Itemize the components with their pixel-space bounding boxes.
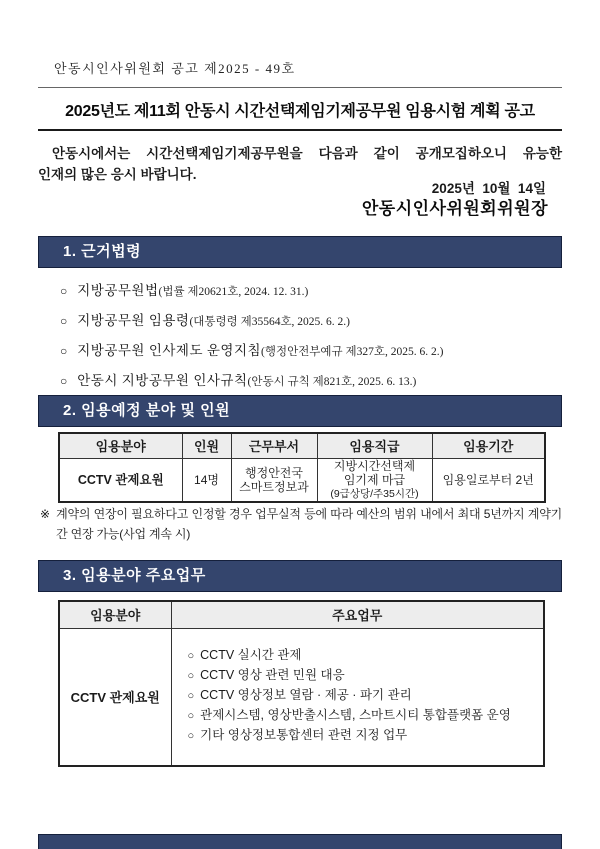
duty-text: 기타 영상정보통합센터 관련 지정 업무 bbox=[200, 727, 408, 742]
circle-bullet-icon: ○ bbox=[187, 729, 195, 742]
law-detail: (법률 제20621호, 2024. 12. 31.) bbox=[158, 286, 309, 298]
cell-duties bbox=[171, 628, 544, 766]
circle-bullet-icon: ○ bbox=[60, 284, 68, 298]
legal-basis-list bbox=[60, 276, 560, 396]
grade-line: 임기제 마급 bbox=[343, 472, 406, 487]
duty-text: CCTV 실시간 관제 bbox=[200, 647, 302, 662]
circle-bullet-icon: ○ bbox=[187, 669, 195, 682]
next-section-bar-cutoff bbox=[38, 834, 562, 849]
page-title: 2025년도 제11회 안동시 시간선택제임기제공무원 임용시험 계획 공고 bbox=[65, 103, 535, 120]
section-header-legal-basis: 1. 근거법령 bbox=[38, 236, 562, 268]
col-header-field: 임용분야 bbox=[59, 601, 171, 628]
circle-bullet-icon: ○ bbox=[60, 374, 68, 388]
cell-count: 14명 bbox=[182, 458, 231, 502]
col-header-dept: 근무부서 bbox=[231, 433, 317, 458]
duty-text: CCTV 영상정보 열람 · 제공 · 파기 관리 bbox=[200, 687, 412, 702]
dept-line: 행정안전국 bbox=[245, 465, 303, 480]
circle-bullet-icon: ○ bbox=[60, 344, 68, 358]
list-item bbox=[60, 366, 560, 396]
table-header-row bbox=[59, 433, 545, 458]
intro-line-2: 인재의 많은 응시 바랍니다. bbox=[38, 167, 197, 182]
law-detail: (행정안전부예규 제327호, 2025. 6. 2.) bbox=[261, 346, 444, 358]
list-item bbox=[60, 306, 560, 336]
list-item bbox=[188, 726, 536, 746]
list-item bbox=[188, 706, 536, 726]
circle-bullet-icon: ○ bbox=[60, 314, 68, 328]
note-text: 계약의 연장이 필요하다고 인정할 경우 업무실적 등에 따라 예산의 범위 내에서 최대 5년까지 계약기간 연장 가능(사업 계속 시) bbox=[56, 507, 562, 541]
cell-period: 임용일로부터 2년 bbox=[432, 458, 545, 502]
announcement-date: 2025년 10월 14일 bbox=[431, 181, 546, 196]
table-row bbox=[59, 628, 544, 766]
cell-grade bbox=[317, 458, 432, 502]
recruit-table bbox=[58, 432, 546, 503]
circle-bullet-icon: ○ bbox=[187, 649, 195, 662]
circle-bullet-icon: ○ bbox=[187, 689, 195, 702]
list-item bbox=[188, 646, 536, 666]
dept-line: 스마트정보과 bbox=[239, 479, 309, 494]
col-header-field: 임용분야 bbox=[59, 433, 182, 458]
section-header-recruit-plan: 2. 임용예정 분야 및 인원 bbox=[38, 395, 562, 427]
list-item bbox=[188, 686, 536, 706]
cell-dept bbox=[231, 458, 317, 502]
list-item bbox=[188, 666, 536, 686]
duty-list bbox=[188, 646, 536, 746]
law-detail: (안동시 규칙 제821호, 2025. 6. 13.) bbox=[247, 376, 417, 388]
signer-title: 안동시인사위원회위원장 bbox=[361, 199, 548, 218]
intro-line-1: 안동시에서는 시간선택제임기제공무원을 다음과 같이 공개모집하오니 유능한 bbox=[52, 146, 562, 161]
col-header-duties: 주요업무 bbox=[171, 601, 544, 628]
law-name: 지방공무원 인사제도 운영지침 bbox=[77, 343, 262, 358]
reference-mark-icon: ※ bbox=[40, 507, 51, 521]
col-header-count: 인원 bbox=[182, 433, 231, 458]
cell-field: CCTV 관제요원 bbox=[59, 628, 171, 766]
law-detail: (대통령령 제35564호, 2025. 6. 2.) bbox=[189, 316, 351, 328]
grade-line: 지방시간선택제 bbox=[333, 458, 416, 473]
section-header-main-duties: 3. 임용분야 주요업무 bbox=[38, 560, 562, 592]
col-header-period: 임용기간 bbox=[432, 433, 545, 458]
law-name: 지방공무원 임용령 bbox=[77, 313, 190, 328]
grade-line-small: (9급상당/주35시간) bbox=[330, 487, 419, 500]
list-item bbox=[60, 276, 560, 306]
law-name: 지방공무원법 bbox=[77, 283, 159, 298]
cell-field: CCTV 관제요원 bbox=[59, 458, 182, 502]
circle-bullet-icon: ○ bbox=[187, 709, 195, 722]
divider-under-title bbox=[38, 129, 562, 131]
table-row bbox=[59, 458, 545, 502]
contract-extension-note bbox=[40, 504, 562, 544]
table-header-row bbox=[59, 601, 544, 628]
duty-text: 관제시스템, 영상반출시스템, 스마트시티 통합플랫폼 운영 bbox=[200, 707, 511, 722]
law-name: 안동시 지방공무원 인사규칙 bbox=[77, 373, 248, 388]
duties-table bbox=[58, 600, 545, 767]
col-header-grade: 임용직급 bbox=[317, 433, 432, 458]
list-item bbox=[60, 336, 560, 366]
duty-text: CCTV 영상 관련 민원 대응 bbox=[200, 667, 345, 682]
divider-top bbox=[38, 87, 562, 88]
notice-number: 안동시인사위원회 공고 제2025 - 49호 bbox=[54, 61, 296, 76]
